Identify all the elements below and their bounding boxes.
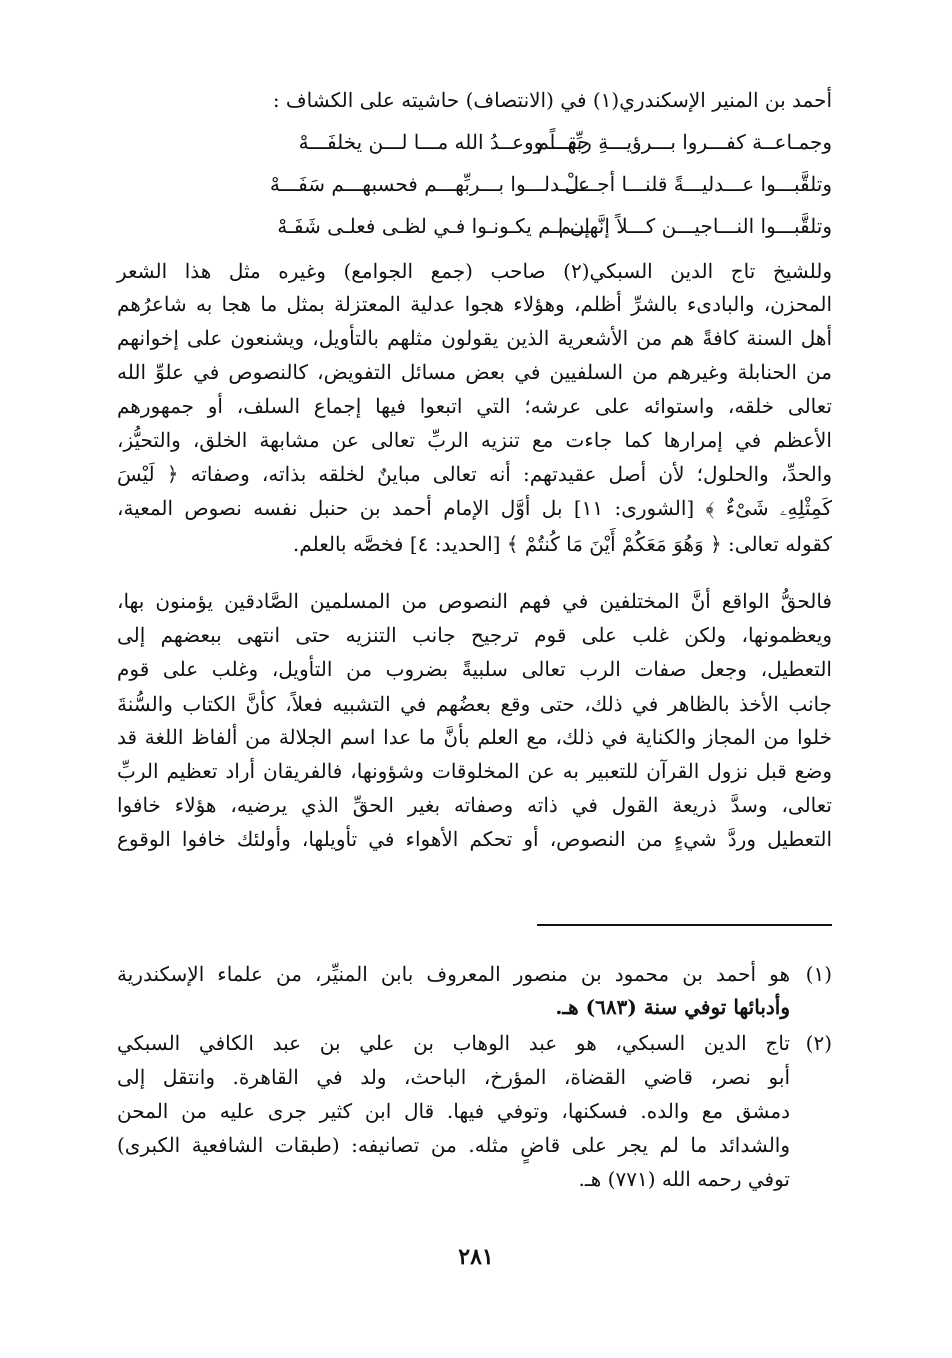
paragraph-line: تعالى خلقه، واستوائه على عرشه؛ التي اتبعوا فيها إجماع السلف، أو جمهورهم: [117, 394, 832, 418]
paragraph-line: خلوا من المجاز والكناية في ذلك، مع العلم بأنَّ ما عدا اسم الجلالة من ألفاظ اللغة قد: [117, 725, 832, 749]
footnote-line: توفي رحمه الله (٧٧١) هـ.: [578, 1167, 790, 1191]
verse-1-second: حقــاً ووعــدُ الله مـــا لـــن يخلفَـــهْ: [298, 130, 590, 154]
page-number: ٢٨١: [458, 1244, 494, 1270]
footnote-line: تاج الدين السبكي، هو عبد الوهاب بن علي بن عبد الكافي السبكي: [117, 1031, 790, 1055]
footnote-2-number: (٢): [805, 1031, 832, 1055]
footnote-line: دمشق مع والده. فسكنها، وتوفي فيها. قال ابن كثير جرى عليه من المحن: [117, 1099, 790, 1123]
intro-line: أحمد بن المنير الإسكندري(١) في (الانتصاف) حاشيته على الكشاف :: [272, 88, 832, 112]
paragraph-line: ويعظمونها، ولكن غلب على قوم ترجيح جانب التنزيه حتى انتهى ببعضهم إلى: [117, 623, 832, 647]
paragraph-line: التعطيل وردَّ شيءٍ من النصوص، أو تحكم الأهواء في تأويلها، وأولئك خافوا الوقوع: [117, 827, 832, 851]
paragraph-line: أهل السنة كافةً هم من الأشعرية الذين يقولون مثلهم بالتأويل، ويشنعون على إخوانهم: [117, 326, 832, 350]
verse-2-first: وتلقَّبـــوا عـــدليـــةً قلنـــا أجـــلْ: [564, 172, 832, 196]
paragraph-line: وللشيخ تاج الدين السبكي(٢) صاحب (جمع الجوامع) وغيره مثل هذا الشعر: [117, 259, 832, 283]
footnote-line: هو أحمد بن محمود بن منصور المعروف بابن المنيِّر، من علماء الإسكندرية: [117, 962, 790, 986]
verse-1-first: وجمـاعــة كفـــروا بـــرؤيـــةِ ربِّهـــم: [536, 130, 832, 154]
paragraph-line: المحزن، والبادىء بالشرِّ أظلم، وهؤلاء هجوا عدلية المعتزلة بمثل ما هجا به شاعرُهم: [117, 292, 832, 316]
paragraph-line: كَمِثْلِهِۦ شَىْءٌ ﴾ [الشورى: ١١] بل أوَّل الإمام أحمد بن حنبل نفسه نصوص المعية،: [117, 496, 832, 520]
footnote-1-number: (١): [805, 962, 832, 986]
paragraph-line: جانب الأخذ بالظاهر في ذلك، حتى وقع بعضُهم في التشبيه فعلاً، كأنَّ الكتاب والسُّنةَ: [117, 692, 832, 716]
footnote-line: والشدائد ما لم يجر على قاضٍ مثله. من تصانيفه: (طبقات الشافعية الكبرى): [117, 1133, 790, 1157]
paragraph-line: والحدِّ، والحلول؛ لأن أصل عقيدتهم: أنه تعالى مباينٌ لخلقه بذاته، وصفاته ﴿ لَيْسَ: [117, 462, 832, 486]
paragraph-line: من الحنابلة وغيرهم من السلفيين في بعض مسائل التفويض، كالنصوص في علوِّ الله: [117, 360, 832, 384]
verse-2-second: عـــدلـــوا بـــربِّهـــم فحسبهـــم سَفَـــهْ: [269, 172, 590, 196]
paragraph-line: تعالى، وسدَّ ذريعة القول في ذاته وصفاته بغير الحقِّ الذي يرضيه، هؤلاء خافوا: [117, 793, 832, 817]
verse-3-first: وتلقَّبـــوا النـــاجيـــن كـــلاً إنَّهـــم: [558, 214, 832, 238]
paragraph-line: كقوله تعالى: ﴿ وَهُوَ مَعَكُمْ أَيْنَ مَا كُنتُمْ ﴾ [الحديد: ٤] فخصَّه بالعلم.: [292, 532, 832, 556]
footnote-line: وأدبائها توفي سنة (٦٨٣) هـ.: [555, 995, 790, 1019]
paragraph-line: التعطيل، وجعل صفات الرب تعالى سلبيةً بضروب من التأويل، وغلب على قوم: [117, 657, 832, 681]
paragraph-line: الأعظم في إمرارها كما جاءت مع تنزيه الربِّ تعالى عن مشابهة الخلق، والتحيُّز،: [117, 428, 832, 452]
footnote-line: أبو نصر، قاضي القضاة، المؤرخ، الباحث، ولد في القاهرة. وانتقل إلى: [117, 1065, 790, 1089]
paragraph-line: فالحقُّ الواقع أنَّ المختلفين في فهم النصوص من المسلمين الصَّادقين يؤمنون بها،: [117, 589, 832, 613]
paragraph-line: وضع قبل نزول القرآن للتعبير به عن المخلوقات وشؤونها، فالفريقان أراد تعظيم الربِّ: [117, 759, 832, 783]
verse-3-second: إن لـم يكـونـوا فـي لظـى فعلـى شَفَـهْ: [277, 214, 590, 238]
footnote-divider: [537, 924, 832, 926]
